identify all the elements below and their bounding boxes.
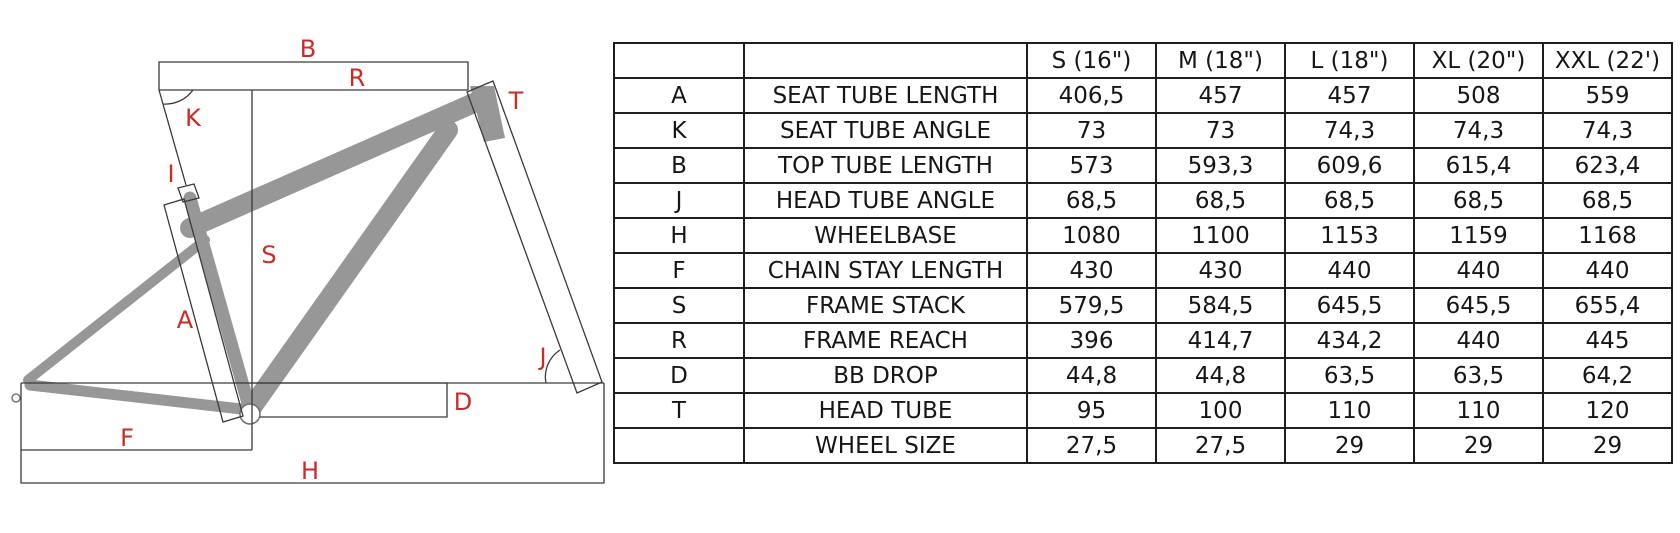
row-code: S [614, 288, 744, 323]
row-measurement-name: WHEELBASE [744, 218, 1027, 253]
row-measurement-name: BB DROP [744, 358, 1027, 393]
row-code: H [614, 218, 744, 253]
table-row [614, 183, 1672, 218]
table-row [614, 323, 1672, 358]
row-code: J [614, 183, 744, 218]
top-tube-dimension [159, 62, 468, 90]
label-r: R [348, 64, 366, 92]
row-value: 110 [1285, 393, 1414, 428]
row-value: 27,5 [1027, 428, 1156, 463]
row-code: F [614, 253, 744, 288]
seat-tube-angle-arc [163, 90, 193, 104]
row-value: 445 [1543, 323, 1672, 358]
row-measurement-name: FRAME REACH [744, 323, 1027, 358]
header-size-xl: XL (20") [1414, 43, 1543, 78]
row-value: 623,4 [1543, 148, 1672, 183]
row-measurement-name: FRAME STACK [744, 288, 1027, 323]
row-value: 68,5 [1285, 183, 1414, 218]
row-code [614, 428, 744, 463]
row-value: 396 [1027, 323, 1156, 358]
row-value: 95 [1027, 393, 1156, 428]
table-header-row [614, 43, 1672, 78]
table-row [614, 113, 1672, 148]
row-value: 64,2 [1543, 358, 1672, 393]
geometry-table [613, 42, 1673, 464]
row-value: 74,3 [1414, 113, 1543, 148]
header-size-m: M (18") [1156, 43, 1285, 78]
label-t: T [508, 87, 524, 115]
rear-dropout [12, 394, 20, 402]
row-value: 1153 [1285, 218, 1414, 253]
row-value: 615,4 [1414, 148, 1543, 183]
table-row [614, 358, 1672, 393]
header-code-cell [614, 43, 744, 78]
label-d: D [453, 388, 473, 416]
label-k: K [185, 104, 201, 132]
row-value: 120 [1543, 393, 1672, 428]
row-value: 1080 [1027, 218, 1156, 253]
row-value: 1100 [1156, 218, 1285, 253]
table-row [614, 148, 1672, 183]
label-h: H [300, 457, 320, 485]
row-value: 73 [1027, 113, 1156, 148]
row-value: 63,5 [1285, 358, 1414, 393]
row-value: 508 [1414, 78, 1543, 113]
down-tube [250, 130, 448, 410]
row-value: 457 [1285, 78, 1414, 113]
row-value: 645,5 [1414, 288, 1543, 323]
row-value: 68,5 [1543, 183, 1672, 218]
label-a: A [176, 306, 194, 334]
table-row [614, 428, 1672, 463]
row-value: 406,5 [1027, 78, 1156, 113]
row-value: 44,8 [1027, 358, 1156, 393]
row-value: 593,3 [1156, 148, 1285, 183]
table-row [614, 253, 1672, 288]
dimension-lines [21, 62, 604, 483]
row-value: 430 [1156, 253, 1285, 288]
row-value: 63,5 [1414, 358, 1543, 393]
row-value: 434,2 [1285, 323, 1414, 358]
row-value: 74,3 [1285, 113, 1414, 148]
row-value: 68,5 [1414, 183, 1543, 218]
header-size-s: S (16") [1027, 43, 1156, 78]
row-code: R [614, 323, 744, 358]
row-value: 579,5 [1027, 288, 1156, 323]
head-tube-angle-arc [545, 350, 560, 383]
row-value: 655,4 [1543, 288, 1672, 323]
header-size-xxl: XXL (22') [1543, 43, 1672, 78]
row-value: 44,8 [1156, 358, 1285, 393]
row-value: 1159 [1414, 218, 1543, 253]
table-row [614, 218, 1672, 253]
row-value: 440 [1285, 253, 1414, 288]
table-row [614, 393, 1672, 428]
row-measurement-name: HEAD TUBE [744, 393, 1027, 428]
row-value: 68,5 [1156, 183, 1285, 218]
row-code: T [614, 393, 744, 428]
row-value: 27,5 [1156, 428, 1285, 463]
label-s: S [261, 241, 277, 269]
row-value: 110 [1414, 393, 1543, 428]
row-value: 29 [1414, 428, 1543, 463]
row-code: A [614, 78, 744, 113]
header-name-cell [744, 43, 1027, 78]
row-value: 457 [1156, 78, 1285, 113]
row-value: 100 [1156, 393, 1285, 428]
row-value: 573 [1027, 148, 1156, 183]
row-code: K [614, 113, 744, 148]
seat-tube [190, 198, 250, 410]
row-code: B [614, 148, 744, 183]
row-value: 29 [1543, 428, 1672, 463]
row-value: 440 [1543, 253, 1672, 288]
row-value: 73 [1156, 113, 1285, 148]
row-value: 559 [1543, 78, 1672, 113]
row-value: 430 [1027, 253, 1156, 288]
table-row [614, 288, 1672, 323]
row-measurement-name: CHAIN STAY LENGTH [744, 253, 1027, 288]
row-value: 440 [1414, 253, 1543, 288]
row-value: 584,5 [1156, 288, 1285, 323]
row-value: 1168 [1543, 218, 1672, 253]
row-value: 609,6 [1285, 148, 1414, 183]
row-value: 414,7 [1156, 323, 1285, 358]
row-measurement-name: SEAT TUBE ANGLE [744, 113, 1027, 148]
bb-drop-box [250, 383, 447, 417]
label-f: F [120, 424, 134, 452]
label-b: B [299, 35, 317, 63]
row-measurement-name: TOP TUBE LENGTH [744, 148, 1027, 183]
row-value: 29 [1285, 428, 1414, 463]
row-value: 68,5 [1027, 183, 1156, 218]
row-measurement-name: SEAT TUBE LENGTH [744, 78, 1027, 113]
row-measurement-name: HEAD TUBE ANGLE [744, 183, 1027, 218]
label-j: J [539, 343, 547, 371]
header-size-l: L (18") [1285, 43, 1414, 78]
row-value: 645,5 [1285, 288, 1414, 323]
table-row [614, 78, 1672, 113]
row-value: 74,3 [1543, 113, 1672, 148]
label-i: I [167, 160, 175, 188]
row-code: D [614, 358, 744, 393]
row-value: 440 [1414, 323, 1543, 358]
frame-geometry-diagram [0, 0, 620, 533]
row-measurement-name: WHEEL SIZE [744, 428, 1027, 463]
